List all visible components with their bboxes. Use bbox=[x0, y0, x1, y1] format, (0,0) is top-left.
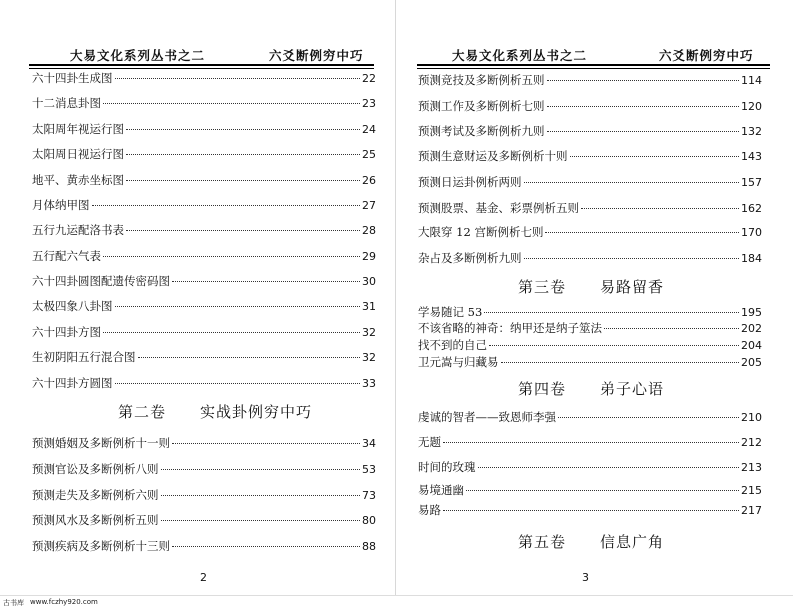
right-header-series: 大易文化系列丛书之二 bbox=[452, 48, 588, 63]
toc-entry[interactable]: 太阳周年视运行图 24 bbox=[32, 122, 376, 136]
toc-entry[interactable]: 地平、黄赤坐标图 26 bbox=[32, 173, 376, 187]
toc-entry[interactable]: 虔诚的智者——致恩师李强 210 bbox=[418, 410, 762, 424]
toc-entry[interactable]: 预测考试及多断例析九则 132 bbox=[418, 124, 762, 138]
toc-entry[interactable]: 易境通幽 215 bbox=[418, 483, 762, 497]
toc-entry[interactable]: 生初阴阳五行混合图 32 bbox=[32, 350, 376, 364]
toc-entry[interactable]: 六十四卦生成图 22 bbox=[32, 71, 376, 85]
section-heading-volume-4: 第四卷 弟子心语 bbox=[518, 380, 665, 398]
toc-entry[interactable]: 太阳周日视运行图 25 bbox=[32, 147, 376, 161]
right-header-rule bbox=[417, 64, 770, 66]
toc-entry[interactable]: 六十四卦方图 32 bbox=[32, 325, 376, 339]
left-page bbox=[0, 0, 396, 595]
toc-entry[interactable]: 预测竞技及多断例析五则 114 bbox=[418, 73, 762, 87]
left-header-title: 六爻断例穷中巧 bbox=[269, 48, 364, 63]
footer-bar bbox=[0, 595, 793, 609]
toc-entry[interactable]: 卫元嵩与归藏易 205 bbox=[418, 355, 762, 369]
toc-entry[interactable]: 月体纳甲图 27 bbox=[32, 198, 376, 212]
toc-entry[interactable]: 易路 217 bbox=[418, 503, 762, 517]
toc-entry[interactable]: 杂占及多断例析九则 184 bbox=[418, 251, 762, 265]
toc-entry[interactable]: 六十四卦圆图配遗传密码图 30 bbox=[32, 274, 376, 288]
toc-entry[interactable]: 五行配六气表 29 bbox=[32, 249, 376, 263]
toc-entry[interactable]: 预测风水及多断例析五则 80 bbox=[32, 513, 376, 527]
toc-entry[interactable]: 五行九运配洛书表 28 bbox=[32, 223, 376, 237]
toc-entry[interactable]: 太极四象八卦图 31 bbox=[32, 299, 376, 313]
right-header-title: 六爻断例穷中巧 bbox=[659, 48, 754, 63]
page-number: 2 bbox=[200, 571, 207, 584]
toc-entry[interactable]: 学易随记 53 195 bbox=[418, 305, 762, 319]
left-header-rule bbox=[29, 64, 374, 66]
toc-entry[interactable]: 预测官讼及多断例析八则 53 bbox=[32, 462, 376, 476]
left-header-rule-thin bbox=[29, 68, 374, 69]
section-heading-volume-2: 第二卷 实战卦例穷中巧 bbox=[118, 403, 313, 421]
toc-entry[interactable]: 预测婚姻及多断例析十一则 34 bbox=[32, 436, 376, 450]
toc-entry[interactable]: 预测股票、基金、彩票例析五则 162 bbox=[418, 201, 762, 215]
left-header-series: 大易文化系列丛书之二 bbox=[70, 48, 206, 63]
toc-entry[interactable]: 不该省略的神奇：纳甲还是纳子筮法 202 bbox=[418, 321, 762, 335]
toc-entry[interactable]: 无题 212 bbox=[418, 435, 762, 449]
toc-entry[interactable]: 十二消息卦图 23 bbox=[32, 96, 376, 110]
toc-entry[interactable]: 找不到的自己 204 bbox=[418, 338, 762, 352]
section-heading-volume-5: 第五卷 信息广角 bbox=[518, 533, 665, 551]
right-page bbox=[396, 0, 793, 595]
section-heading-volume-3: 第三卷 易路留香 bbox=[518, 278, 665, 296]
toc-entry[interactable]: 预测日运卦例析两则 157 bbox=[418, 175, 762, 189]
right-header-rule-thin bbox=[417, 68, 770, 69]
toc-entry[interactable]: 预测生意财运及多断例析十则 143 bbox=[418, 149, 762, 163]
page-number: 3 bbox=[582, 571, 589, 584]
toc-entry[interactable]: 时间的玫瑰 213 bbox=[418, 460, 762, 474]
toc-entry[interactable]: 大限穿 12 宫断例析七则 170 bbox=[418, 225, 762, 239]
footer-url-link[interactable]: www.fczhy920.com bbox=[30, 598, 98, 606]
toc-entry[interactable]: 六十四卦方圆图 33 bbox=[32, 376, 376, 390]
toc-entry[interactable]: 预测疾病及多断例析十三则 88 bbox=[32, 539, 376, 553]
toc-entry[interactable]: 预测走失及多断例析六则 73 bbox=[32, 488, 376, 502]
toc-entry[interactable]: 预测工作及多断例析七则 120 bbox=[418, 99, 762, 113]
footer-site-name: 古书库 bbox=[3, 599, 24, 607]
